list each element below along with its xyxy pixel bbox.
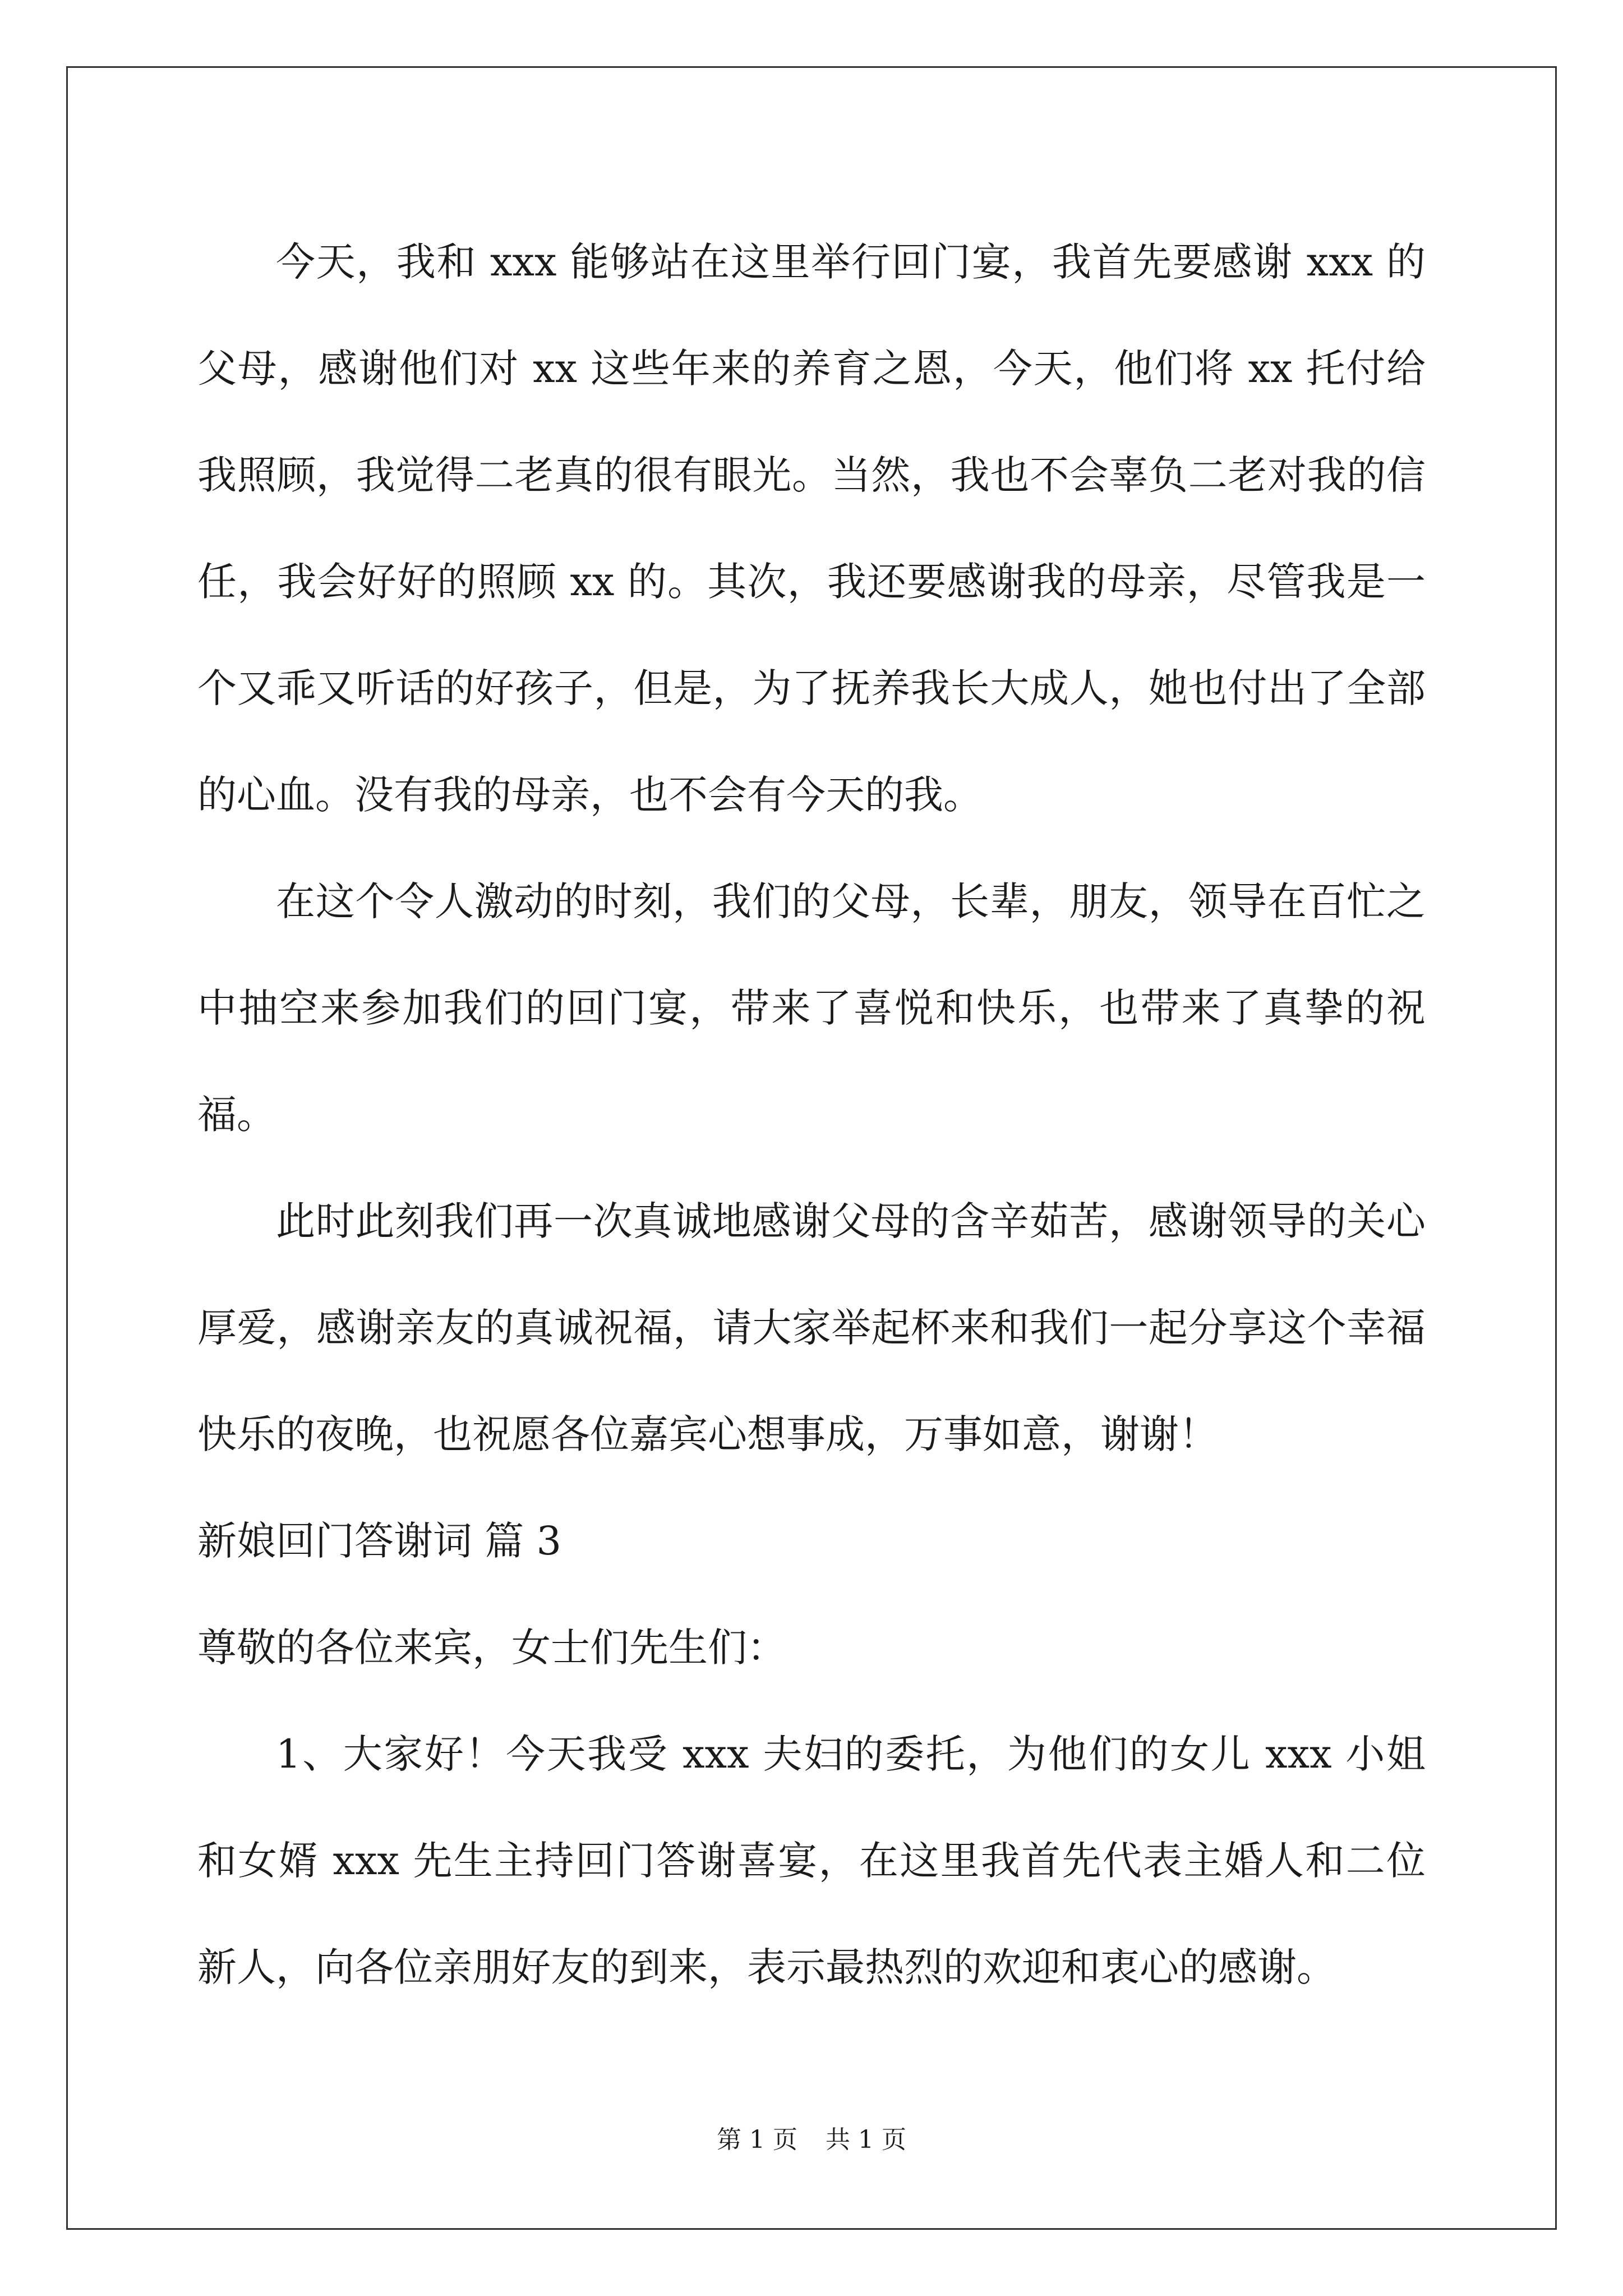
paragraph-4: 1、大家好！今天我受 xxx 夫妇的委托，为他们的女儿 xxx 小姐和女婿 xxx 先生主持回门答谢喜宴，在这里我首先代表主婚人和二位新人，向各位亲朋好友的到来，表示最热烈的欢迎和衷心的感谢。 xyxy=(197,1731,1426,1990)
section-title: 新娘回门答谢词 篇 3 xyxy=(197,1518,562,1564)
paragraph-1: 今天，我和 xxx 能够站在这里举行回门宴，我首先要感谢 xxx 的父母，感谢他们对 xx 这些年来的养育之恩，今天，他们将 xx 托付给我照顾，我觉得二老真的很有眼光。当然，我也不会辜负二老对我的信任，我会好好的照顾 xx 的。其次，我还要感谢我的母亲，尽管我是一个又乖又听话的好孩子，但是，为了抚养我长大成人，她也付出了全部的心血。没有我的母亲，也不会有今天的我。 xyxy=(197,239,1426,818)
page-footer xyxy=(0,2119,1623,2155)
document-body xyxy=(197,209,1426,2021)
paragraph-2: 在这个令人激动的时刻，我们的父母，长辈，朋友，领导在百忙之中抽空来参加我们的回门宴，带来了喜悦和快乐，也带来了真挚的祝福。 xyxy=(197,878,1426,1138)
salutation: 尊敬的各位来宾，女士们先生们： xyxy=(197,1625,786,1671)
paragraph-3: 此时此刻我们再一次真诚地感谢父母的含辛茹苦，感谢领导的关心厚爱，感谢亲友的真诚祝福，请大家举起杯来和我们一起分享这个幸福快乐的夜晚，也祝愿各位嘉宾心想事成，万事如意，谢谢！ xyxy=(197,1198,1426,1457)
page-total: 共 1 页 xyxy=(826,2125,906,2154)
page-number: 第 1 页 xyxy=(717,2125,797,2154)
